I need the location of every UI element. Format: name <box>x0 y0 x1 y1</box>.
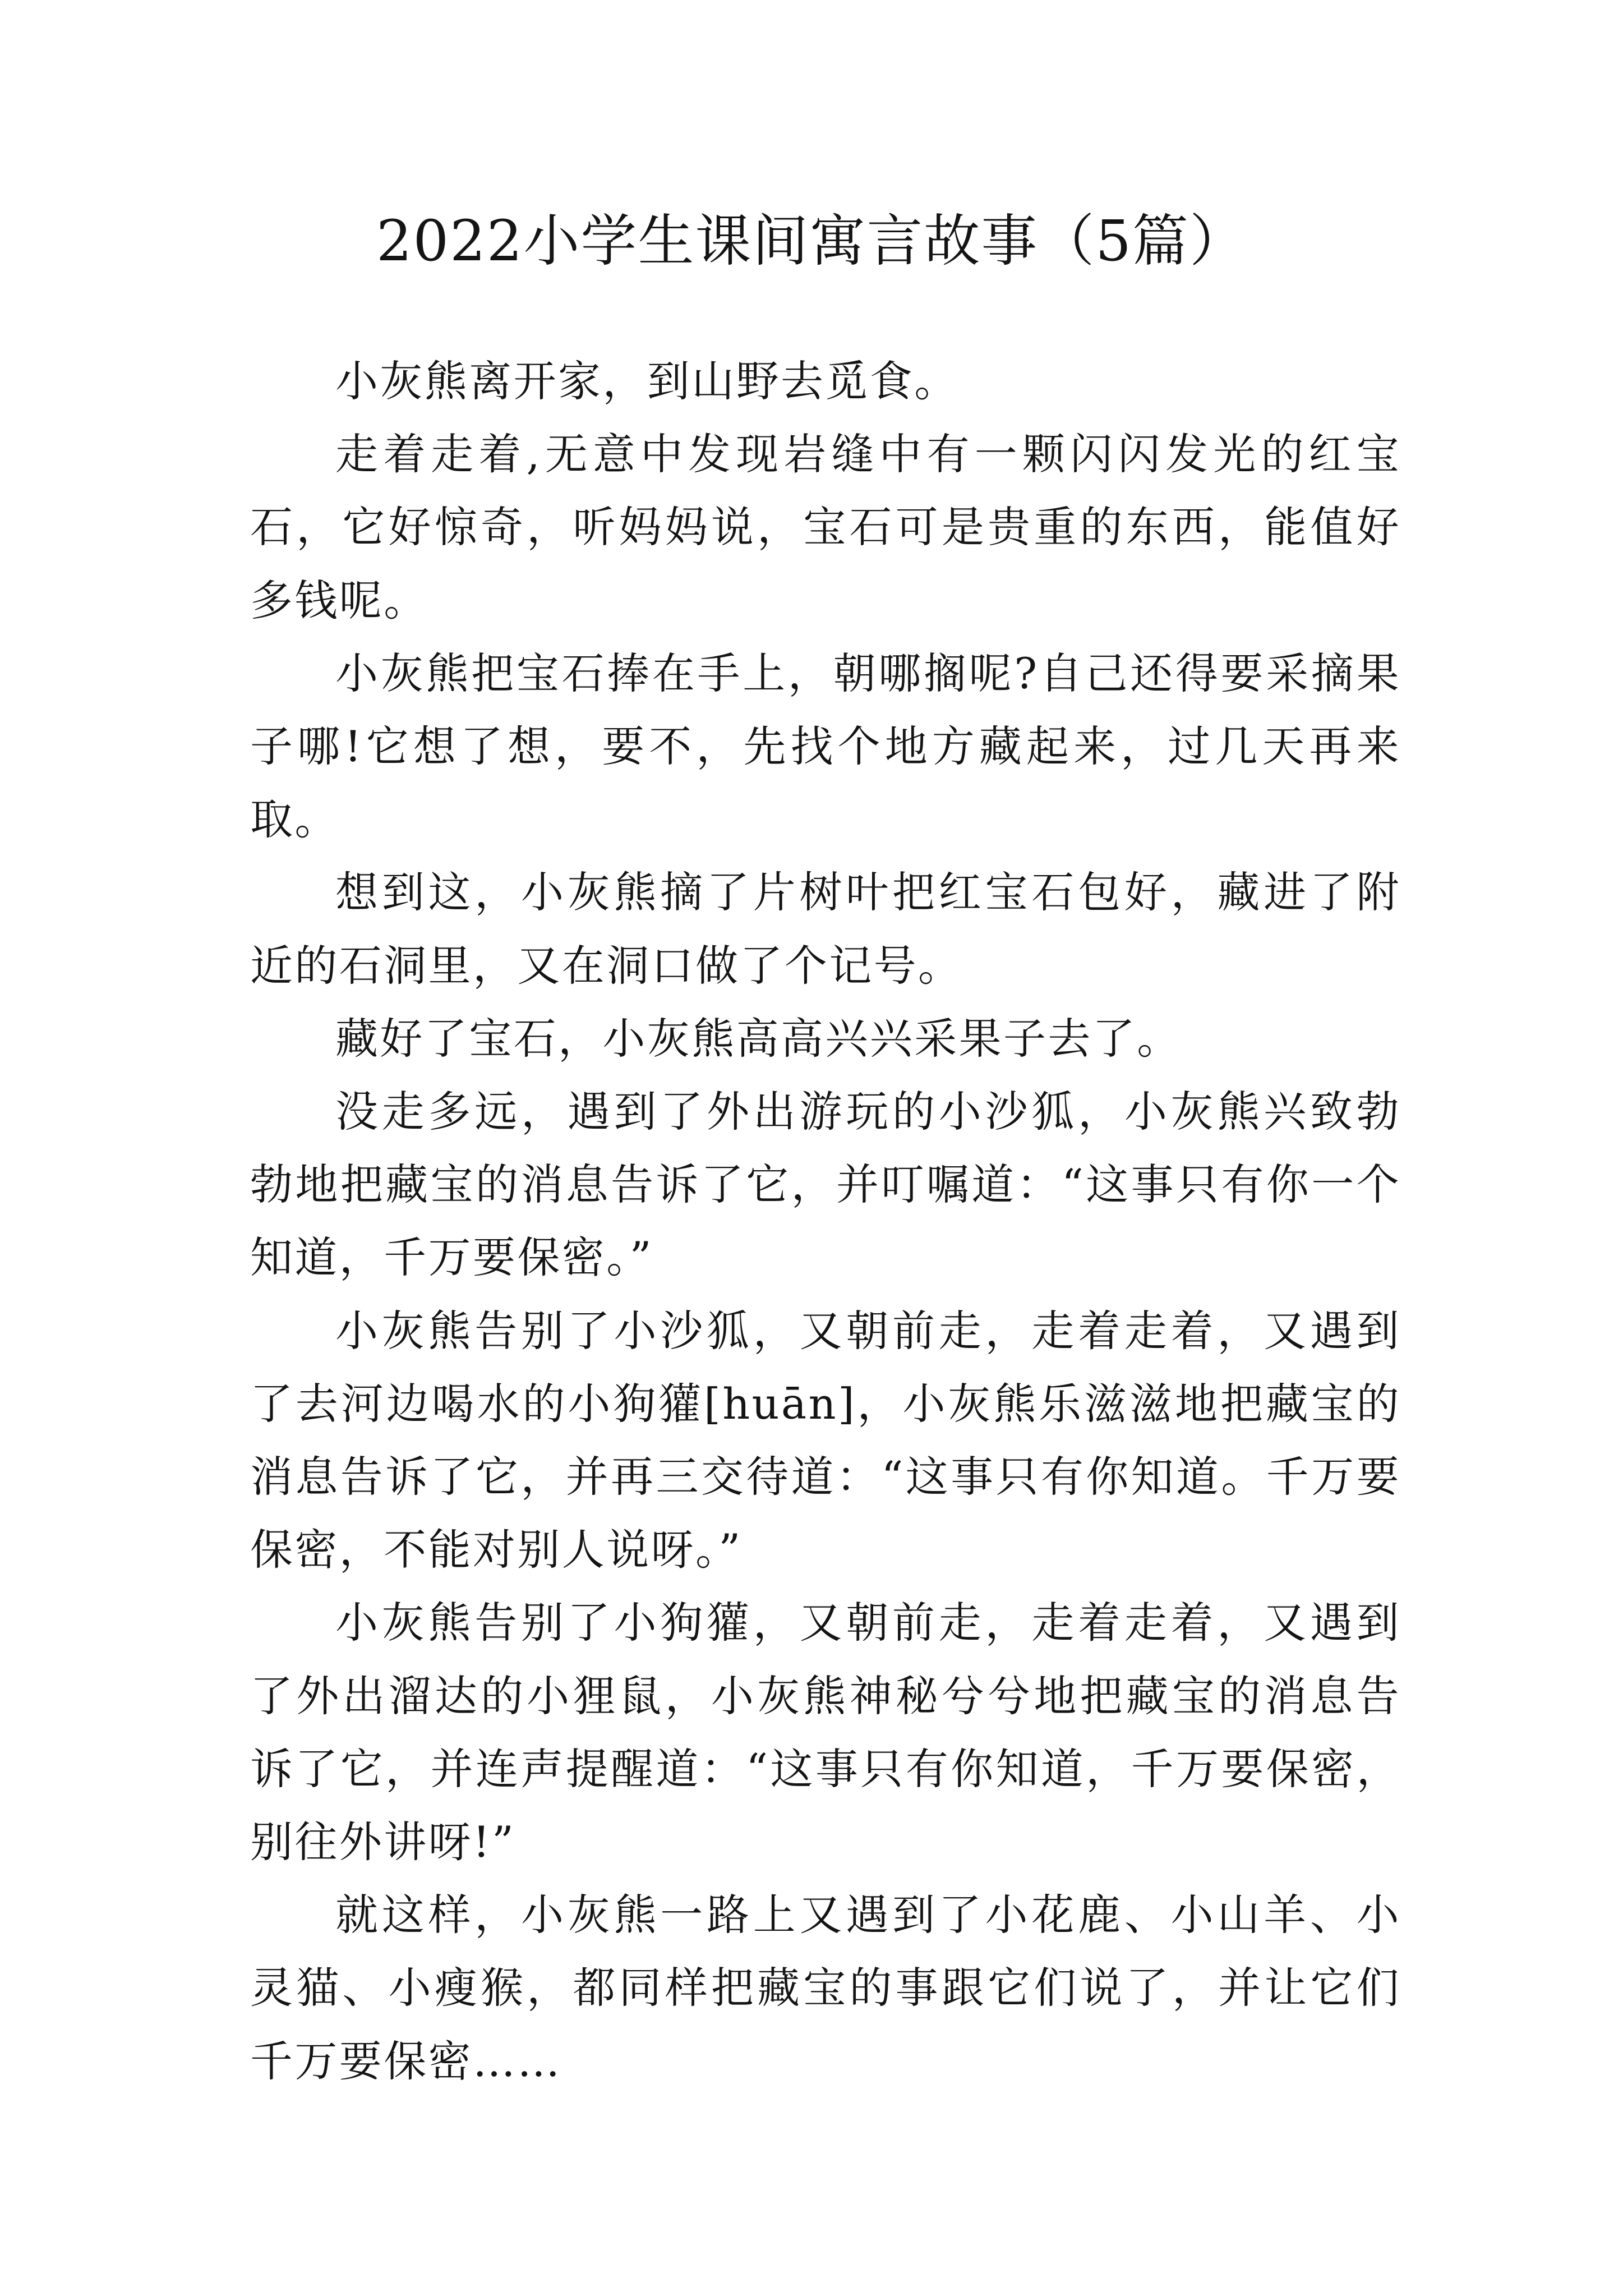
paragraph: 想到这，小灰熊摘了片树叶把红宝石包好，藏进了附近的石洞里，又在洞口做了个记号。 <box>250 867 1401 991</box>
paragraph: 藏好了宝石，小灰熊高高兴兴采果子去了。 <box>335 1013 1182 1064</box>
paragraph: 小灰熊告别了小沙狐，又朝前走，走着走着，又遇到了去河边喝水的小狗獾[huān]，小灰熊乐滋滋地把藏宝的消息告诉了它，并再三交待道：“这事只有你知道。千万要保密，不能对别人说呀。” <box>250 1305 1401 1575</box>
paragraph: 小灰熊离开家，到山野去觅食。 <box>335 356 959 406</box>
paragraph: 没走多远，遇到了外出游玩的小沙狐，小灰熊兴致勃勃地把藏宝的消息告诉了它，并叮嘱道：“这事只有你一个知道，千万要保密。” <box>250 1087 1401 1283</box>
document-body <box>250 345 1401 2098</box>
paragraph: 就这样，小灰熊一路上又遇到了小花鹿、小山羊、小灵猫、小瘦猴，都同样把藏宝的事跟它们说了，并让它们千万要保密…… <box>250 1890 1401 2086</box>
paragraph: 小灰熊把宝石捧在手上，朝哪搁呢?自己还得要采摘果子哪!它想了想，要不，先找个地方藏起来，过几天再来取。 <box>250 648 1401 845</box>
paragraph: 走着走着,无意中发现岩缝中有一颗闪闪发光的红宝石，它好惊奇，听妈妈说，宝石可是贵重的东西，能值好多钱呢。 <box>250 429 1401 625</box>
document-title: 2022小学生课间寓言故事（5篇） <box>376 208 1247 274</box>
paragraph: 小灰熊告别了小狗獾，又朝前走，走着走着，又遇到了外出溜达的小狸鼠，小灰熊神秘兮兮地把藏宝的消息告诉了它，并连声提醒道：“这事只有你知道，千万要保密，别往外讲呀!” <box>250 1598 1401 1867</box>
